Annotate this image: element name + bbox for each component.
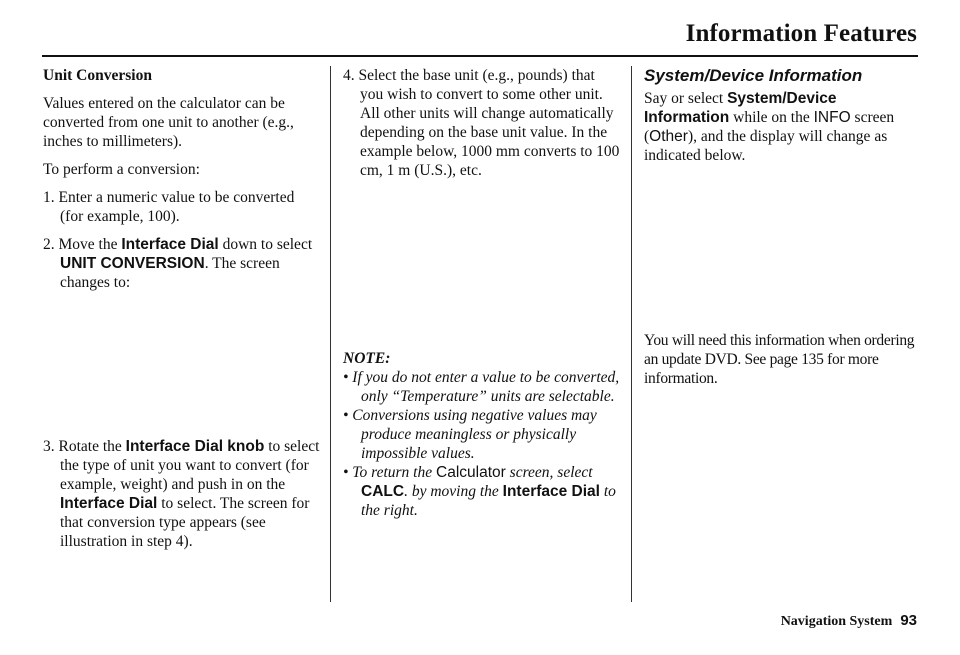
step-3 [43,437,321,551]
step-3-interface-dial: Interface Dial [60,495,158,512]
page-number: 93 [900,612,917,629]
step-2-unit-conversion: UNIT CONVERSION [60,255,205,272]
para1-system-device: System/Device Information [644,90,837,126]
note-bullet-2: • Conversions using negative values may produce meaningless or physically impossible values. [343,407,597,462]
note-block [343,349,621,520]
step-2 [43,235,321,292]
step-4: 4. Select the base unit (e.g., pounds) that you wish to convert to some other unit. All other units will change automatically depending on the base unit value. In the example below, 1000 mm converts to 100 cm, 1 m (U.S.), etc. [343,67,620,179]
para1-other: Other [649,128,688,145]
section-heading-unit-conversion: Unit Conversion [43,67,152,84]
step-3-text-c: to select the type of unit you want to convert (for example, weight) and push in on the [60,438,320,493]
note-bullet-3 [343,463,621,520]
column-unit-conversion [43,66,321,560]
column-step-4-notes [343,66,621,520]
note-bullet-3-a: • To return the [343,464,436,481]
column-divider-1 [330,66,331,602]
perform-paragraph: To perform a conversion: [43,161,200,178]
para1-e: screen ( [644,109,895,145]
column-divider-2 [631,66,632,602]
note-bullet-3-calc: CALC [361,483,405,500]
header-rule [42,55,918,57]
step-2-interface-dial: Interface Dial [121,236,219,253]
page-header-title: Information Features [685,20,917,47]
step-3-text-a: 3. Rotate the [43,438,126,455]
note-label: NOTE: [343,350,391,367]
note-bullet-3-g: to the right. [361,483,616,519]
step-2-text-a: 2. Move the [43,236,122,253]
para1-a: Say or select [644,90,728,107]
note-bullet-1: • If you do not enter a value to be converted, only “Temperature” units are selectable. [343,369,620,405]
step-2-text-e: . The screen changes to: [60,255,280,291]
para1-g: ), and the display will change as indicated below. [644,128,888,164]
note-bullet-3-calculator: Calculator [436,464,506,481]
step-3-interface-dial-knob: Interface Dial knob [125,438,265,455]
update-dvd-paragraph: You will need this information when ordering an update DVD. See page 135 for more information. [644,332,915,387]
step-3-text-e: to select. The screen for that conversion type appears (see illustration in step 4). [60,495,310,550]
column-system-device-info [644,66,920,397]
para1-c: while on the [729,109,814,126]
system-device-paragraph [644,89,920,165]
step-1: 1. Enter a numeric value to be converted (for example, 100). [43,189,295,225]
note-bullet-3-c: screen, select [505,464,593,481]
intro-paragraph: Values entered on the calculator can be converted from one unit to another (e.g., inches to millimeters). [43,95,294,150]
note-bullet-3-interface-dial: Interface Dial [502,483,600,500]
page-footer [781,612,917,630]
para1-info: INFO [813,109,851,126]
note-bullet-3-e: . by moving the [404,483,503,500]
footer-label: Navigation System [780,614,893,629]
section-heading-system-device: System/Device Information [644,66,863,85]
step-2-text-c: down to select [218,236,313,253]
